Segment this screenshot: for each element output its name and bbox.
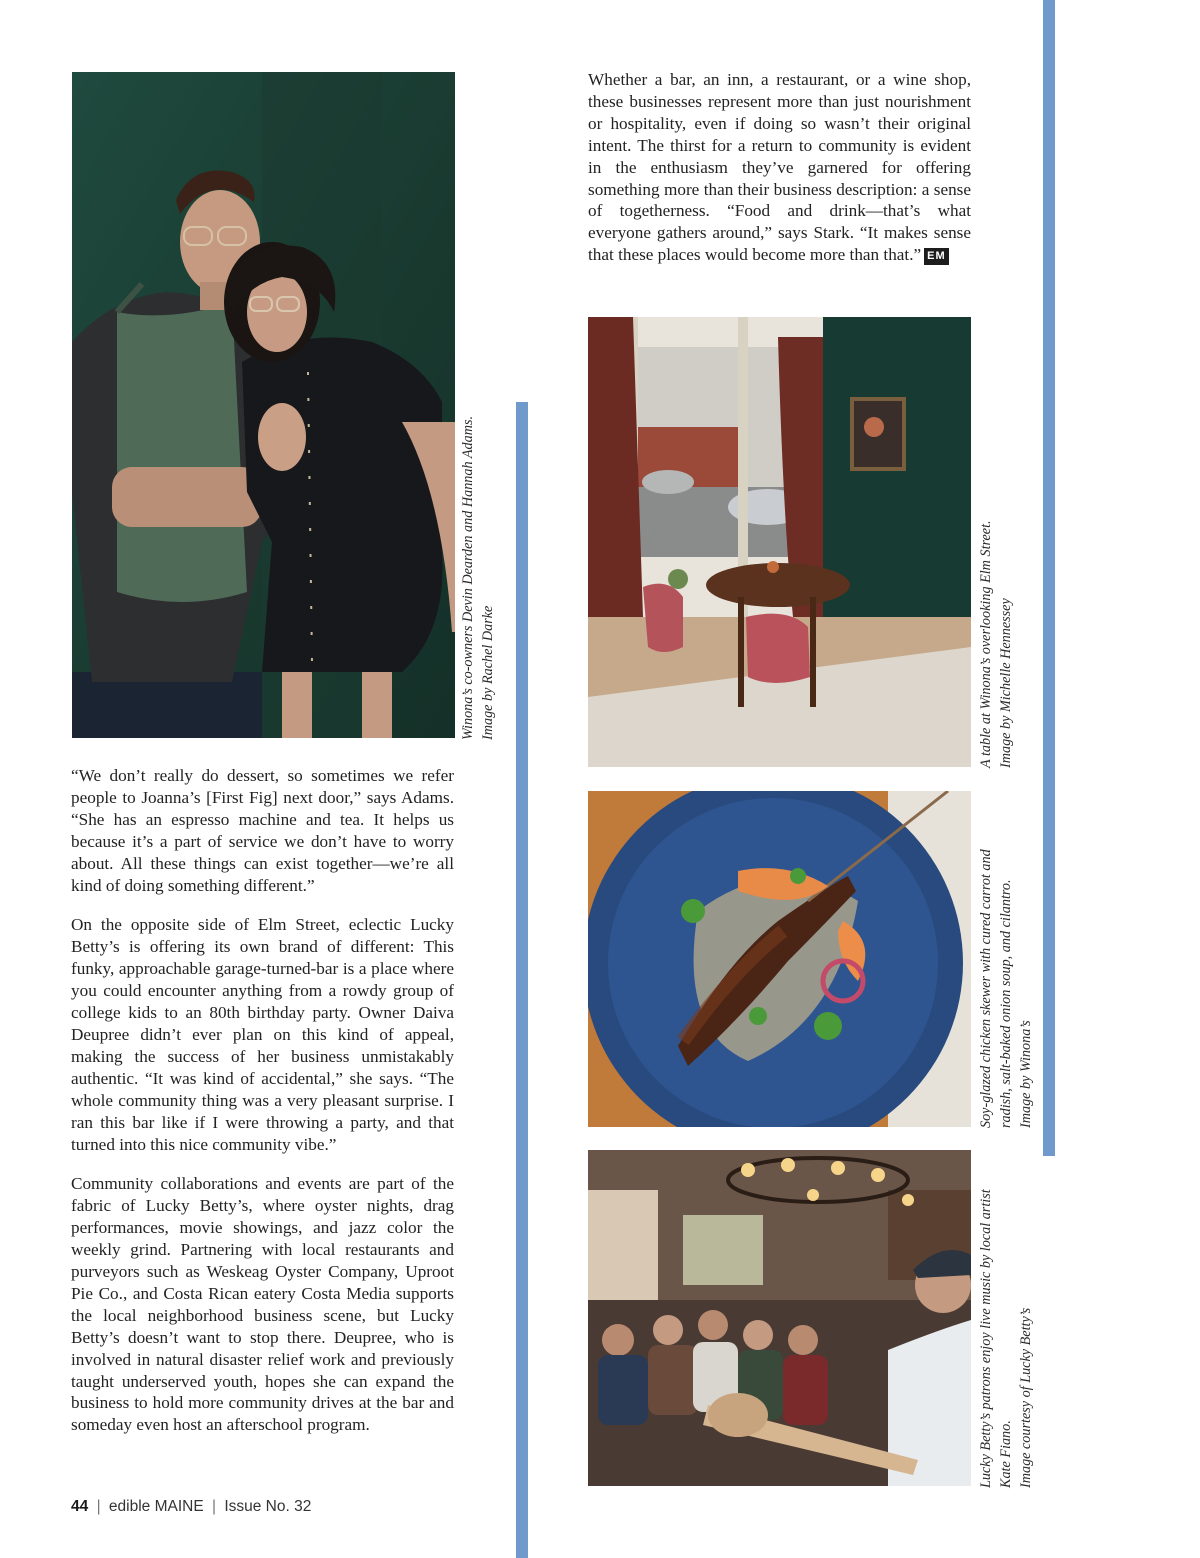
caption-live-music [976, 1189, 1036, 1488]
issue-number: Issue No. 32 [224, 1498, 312, 1515]
caption-skewer [976, 849, 1036, 1128]
caption-live-music-line2: Kate Fiano. [998, 1420, 1014, 1488]
page-folio [71, 1498, 311, 1516]
caption-live-music-line1: Lucky Betty’s patrons enjoy live music by local artist [978, 1189, 994, 1488]
photo-chicken-skewer [588, 791, 971, 1127]
accent-bar-top-right [1043, 0, 1055, 1156]
folio-separator-2: | [211, 1498, 217, 1515]
publication-name: edible MAINE [108, 1498, 204, 1515]
photo-live-music [588, 1150, 971, 1486]
photo-co-owners [72, 72, 455, 738]
caption-live-music-credit: Image courtesy of Lucky Betty’s [1018, 1307, 1034, 1488]
paragraph-dessert-quote: “We don’t really do dessert, so sometimes we refer people to Joanna’s [First Fig] next door,” says Adams. “She has an espresso machine and tea. It helps us because it’s a part of service we don’t have to worry about. All these things can exist together—we’re all kind of doing something different.” [71, 766, 454, 895]
photo-table-elm-street [588, 317, 971, 767]
caption-table-line1: A table at Winona’s overlooking Elm Street. [978, 520, 994, 768]
folio-separator-1: | [96, 1498, 101, 1515]
accent-bar-center [516, 402, 528, 1558]
caption-table-credit: Image by Michelle Hennessey [998, 598, 1014, 768]
caption-co-owners-credit: Image by Rachel Darke [480, 605, 496, 740]
left-column-text [71, 765, 454, 1436]
paragraph-closing [588, 69, 971, 266]
caption-skewer-credit: Image by Winona’s [1018, 1020, 1034, 1128]
caption-skewer-line2: radish, salt-baked onion soup, and cilantro. [998, 879, 1014, 1128]
paragraph-lucky-bettys: On the opposite side of Elm Street, eclectic Lucky Betty’s is offering its own brand of different: This funky, approachable garage-turned-bar is a place where you could encounter anything from a rowdy group of college kids to an 80th birthday party. Owner Daiva Deupree didn’t ever plan on this kind of appeal, making the success of her business unmistakably authentic. “It was kind of accidental,” she says. “The whole community thing was a very pleasant surprise. I ran this bar like if I were throwing a party, and that turned into this nice community vibe.” [71, 915, 454, 1154]
right-column-text [588, 69, 971, 266]
paragraph-closing-text: Whether a bar, an inn, a restaurant, or a wine shop, these businesses represent more than just nourishment or hospitality, even if doing so wasn’t their original intent. The thirst for a return to community is evident in the enthusiasm they’ve garnered for offering something more than their business description: a sense of togetherness. “Food and drink—that’s what everyone gathers around,” says Stark. “It makes sense that these places would become more than that.” [588, 70, 971, 265]
em-end-mark: EM [924, 248, 949, 265]
caption-co-owners [458, 416, 498, 740]
caption-table [976, 520, 1016, 768]
caption-co-owners-line1: Winona’s co-owners Devin Dearden and Hannah Adams. [460, 415, 476, 740]
page-number: 44 [71, 1498, 89, 1515]
paragraph-community: Community collaborations and events are part of the fabric of Lucky Betty’s, where oyster nights, drag performances, movie showings, and jazz color the weekly grind. Partnering with local restaurants and purveyors such as Weskeag Oyster Company, Uproot Pie Co., and Costa Rican eatery Costa Media supports the local neighborhood business scene, but Lucky Betty’s doesn’t want to stop there. Deupree, who is involved in natural disaster relief work and previously taught underserved youth, hopes she can expand the business to hold more community drives at the bar and someday even host an afterschool program. [71, 1174, 454, 1435]
caption-skewer-line1: Soy-glazed chicken skewer with cured carrot and [978, 849, 994, 1128]
